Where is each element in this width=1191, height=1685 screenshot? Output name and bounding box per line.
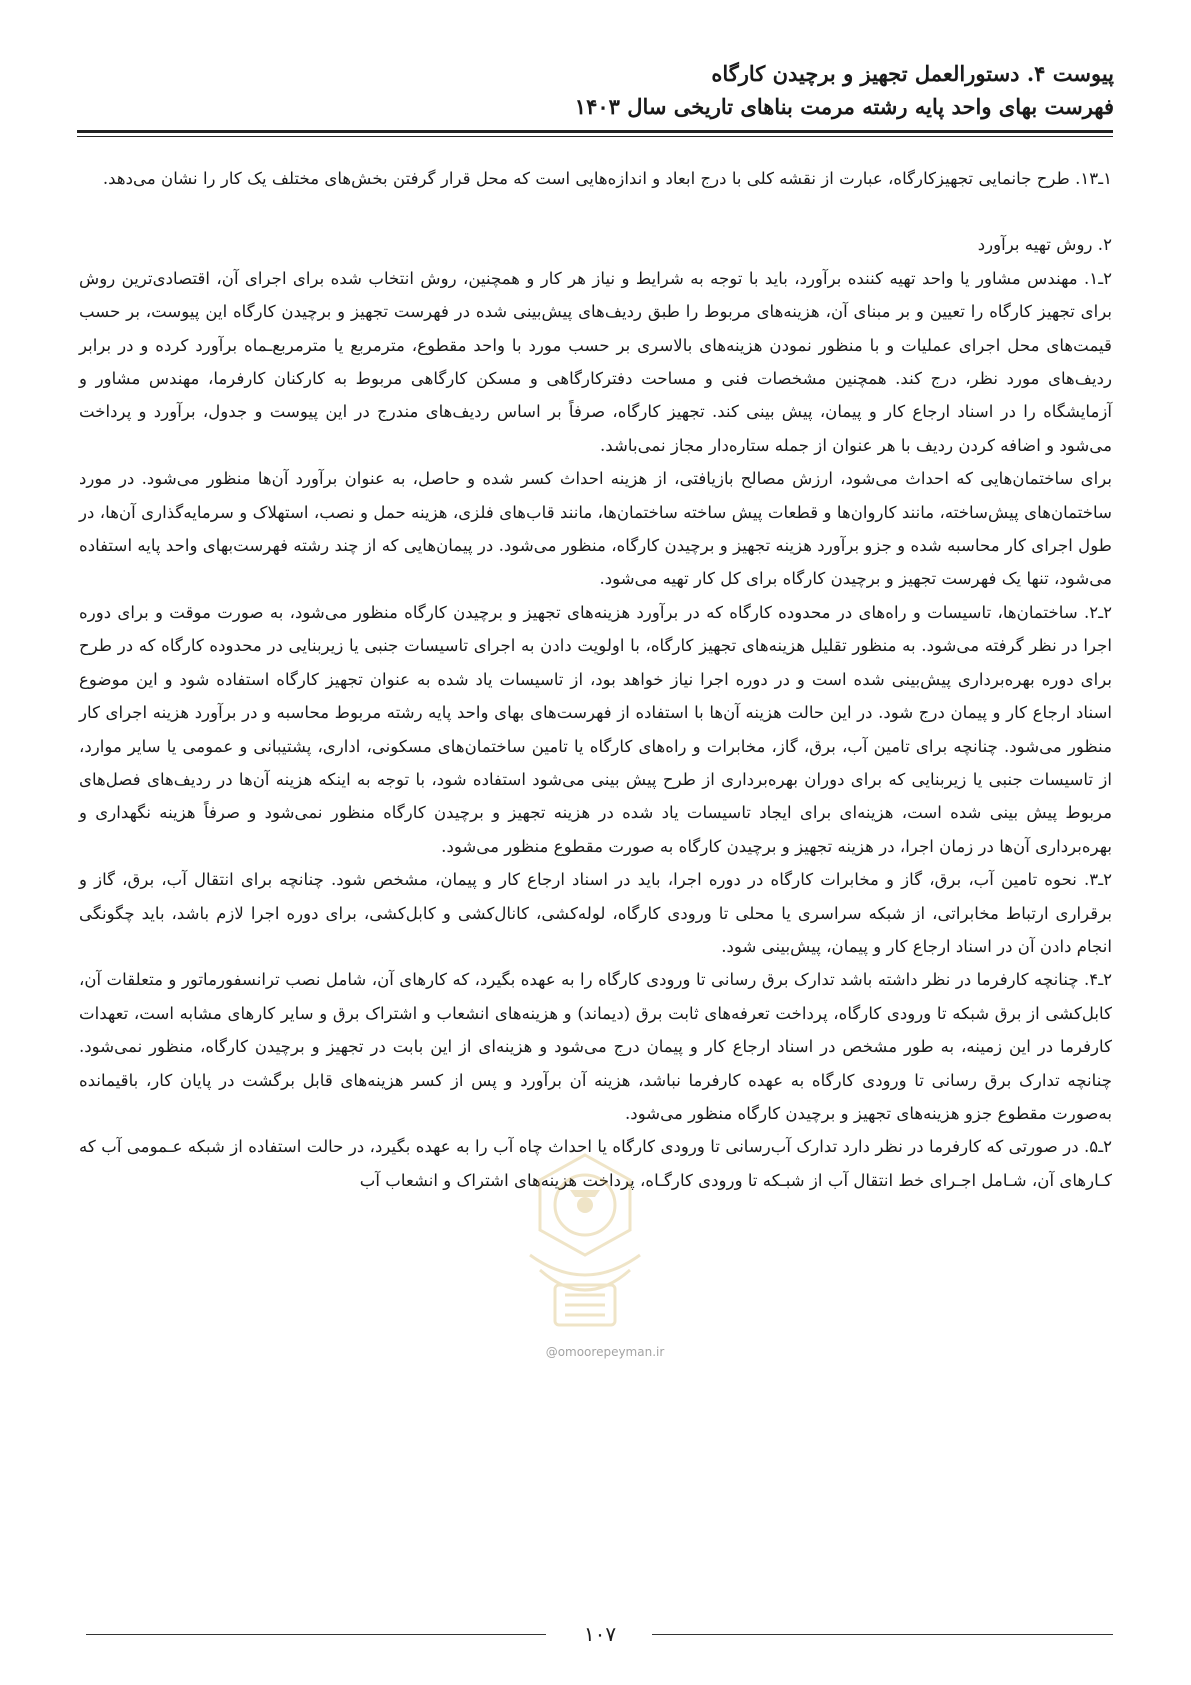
page-header: [78, 58, 1114, 124]
paragraph-2-3: ۲ـ۳. نحوه تامین آب، برق، گاز و مخابرات کارگاه در دوره اجرا، باید در اسناد ارجاع کار و پیمان، مشخص شود. چنانچه برای انتقال آب، برق، گاز و برقراری ارتباط مخابراتی، از شبکه سراسری یا محلی تا ورودی کارگاه، لوله‌کشی، کانال‌کشی و کابل‌کشی، برای دوره اجرا لازم باشد، باید چگونگی انجام دادن آن در اسناد ارجاع کار و پیمان، پیش‌بینی شود.: [79, 870, 1112, 956]
footer-rule-left: [86, 1634, 546, 1635]
section-heading-estimate-method: ۲. روش تهیه برآورد: [977, 235, 1112, 255]
paragraph-1-13: ۱ـ۱۳. طرح جانمایی تجهیزکارگاه، عبارت از نقشه کلی با درج ابعاد و اندازه‌هایی است که محل قرار گرفتن بخش‌های مختلف یک کار را نشان می‌دهد.: [102, 169, 1112, 188]
body-text: [79, 162, 1112, 1197]
header-title-appendix: پیوست ۴. دستورالعمل تجهیز و برچیدن کارگاه: [711, 61, 1114, 86]
paragraph-2-4: ۲ـ۴. چنانچه کارفرما در نظر داشته باشد تدارک برق رسانی تا ورودی کارگاه را به عهده بگیرد، که کارهای آن، شامل نصب ترانسفورماتور و متعلقات آن، کابل‌کشی از برق شبکه تا ورودی کارگاه، پرداخت تعرفه‌های ثابت برق (دیماند) و هزینه‌های انشعاب و اشتراک برق و سایر کارهای مشابه است، تعهدات کارفرما در این زمینه، به طور مشخص در اسناد ارجاع کار و پیمان درج می‌شود و هزینه‌ای از این بابت در تجهیز و برچیدن کارگاه، منظور نمی‌شود. چنانچه تدارک برق رسانی تا ورودی کارگاه به عهده کارفرما نباشد، هزینه آن برآورد و پس از کسر هزینه‌های قابل برگشت در پایان کار، باقیمانده به‌صورت مقطوع جزو هزینه‌های تجهیز و برچیدن کارگاه منظور می‌شود.: [79, 970, 1112, 1123]
paragraph-2-5: ۲ـ۵. در صورتی که کارفرما در نظر دارد تدارک آب‌رسانی تا ورودی کارگاه یا احداث چاه آب را به عهده بگیرد، در حالت استفاده از شبکه عـمومی آب که کـارهای آن، شـامل اجـرای خط انتقال آب از شبـکه تا ورودی کارگـاه، پرداخت هزینه‌های اشتراک و انشعاب آب: [79, 1137, 1112, 1190]
header-rule-thin: [77, 136, 1113, 137]
header-rule-thick: [77, 130, 1113, 133]
watermark-site: @omoorepeyman.ir: [545, 1345, 665, 1359]
footer-rule-right: [652, 1634, 1113, 1635]
header-title-price-list: فهرست بهای واحد پایه رشته مرمت بناهای تاریخی سال ۱۴۰۳: [574, 94, 1114, 119]
paragraph-2-2: ۲ـ۲. ساختمان‌ها، تاسیسات و راه‌های در محدوده کارگاه که در برآورد هزینه‌های تجهیز و برچیدن کارگاه منظور می‌شود، به صورت موقت و برای دوره اجرا در نظر گرفته می‌شود. به منظور تقلیل هزینه‌های تجهیز کارگاه، با اولویت دادن به اجرای تاسیسات جنبی یا زیربنایی در محدوده کارگاه که در طرح برای دوره بهره‌برداری پیش‌بینی شده است و در دوره اجرا نیاز خواهد بود، از تاسیسات یاد شده به عنوان تجهیز کارگاه استفاده شود و این موضوع اسناد ارجاع کار و پیمان درج شود. در این حالت هزینه آن‌ها با استفاده از فهرست‌های بهای واحد پایه رشته مربوط محاسبه و در برآورد هزینه اجرای کار منظور می‌شود. چنانچه برای تامین آب، برق، گاز، مخابرات و راه‌های کارگاه یا تامین ساختمان‌های مسکونی، اداری، پشتیبانی و عمومی یا سایر موارد، از تاسیسات جنبی یا زیربنایی که برای دوران بهره‌برداری از طرح پیش بینی می‌شود استفاده شود، با توجه به اینکه هزینه آن‌ها در ردیف‌های فصل‌های مربوط پیش بینی شده است، هزینه‌ای برای ایجاد تاسیسات یاد شده در هزینه تجهیز و برچیدن کارگاه منظور نمی‌شود و صرفاً هزینه نگهداری و بهره‌برداری آن‌ها در زمان اجرا، در هزینه تجهیز و برچیدن کارگاه به صورت مقطوع منظور می‌شود.: [79, 602, 1112, 856]
page-number: ۱۰۷: [583, 1622, 617, 1646]
paragraph-2-1: ۲ـ۱. مهندس مشاور یا واحد تهیه کننده برآورد، باید با توجه به شرایط و نیاز هر کار و همچنین، روش انتخاب شده برای اجرای آن، اقتصادی‌ترین روش برای تجهیز کارگاه را تعیین و بر مبنای آن، هزینه‌های مربوط را طبق ردیف‌های پیش‌بینی شده در فهرست تجهیز و برچیدن کارگاه این پیوست، بر حسب قیمت‌های محل اجرای عملیات و با منظور نمودن هزینه‌های بالاسری بر حسب مورد با واحد مقطوع، مترمربع یا مترمربع‌ـماه برآورد کرده و در برابر ردیف‌های مورد نظر، درج کند. همچنین مشخصات فنی و مساحت دفترکارگاهی و مسکن کارگاهی مربوط به کارکنان کارفرما، مهندس مشاور و آزمایشگاه را در اسناد ارجاع کار و پیمان، پیش بینی کند. تجهیز کارگاه، صرفاً بر اساس ردیف‌های مندرج در این پیوست و جدول، برآورد و پرداخت می‌شود و اضافه کردن ردیف با هر عنوان از جمله ستاره‌دار مجاز نمی‌باشد.: [79, 268, 1112, 455]
paragraph-2-1-continued: برای ساختمان‌هایی که احداث می‌شود، ارزش مصالح بازیافتی، از هزینه احداث کسر شده و حاصل، به عنوان برآورد آن‌ها منظور می‌شود. در مورد ساختمان‌های پیش‌ساخته، مانند کاروان‌ها و قطعات پیش ساخته ساختمان‌ها، مانند قاب‌های فلزی، هزینه حمل و نصب، استهلاک و سرمایه‌گذاری آن‌ها، در طول اجرای کار محاسبه شده و جزو برآورد هزینه تجهیز و برچیدن کارگاه، منظور می‌شود. در پیمان‌هایی که از چند رشته فهرست‌بهای واحد پایه استفاده می‌شود، تنها یک فهرست تجهیز و برچیدن کارگاه برای کل کار تهیه می‌شود.: [79, 469, 1112, 589]
